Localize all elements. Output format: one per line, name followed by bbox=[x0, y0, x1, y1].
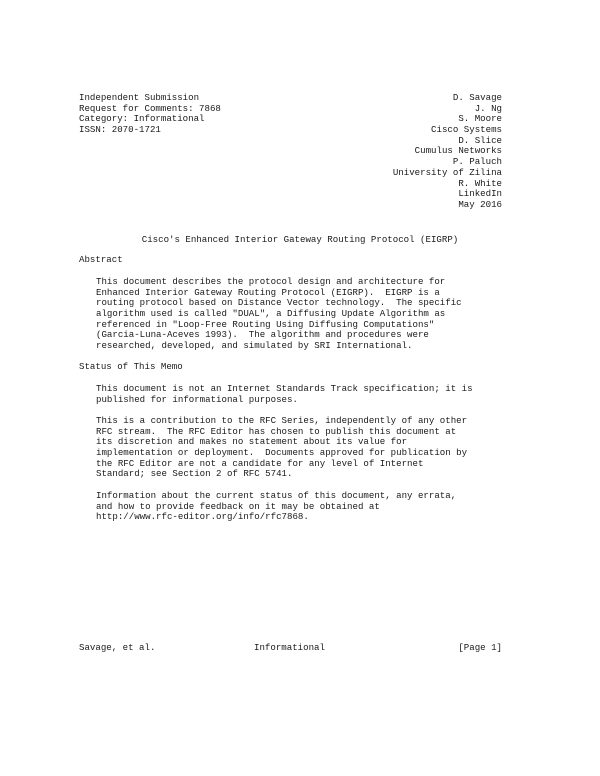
text-line: routing protocol based on Distance Vector technology. The specific bbox=[96, 297, 462, 309]
header-left: Request for Comments: 7868 bbox=[79, 102, 221, 114]
header-right: S. Moore bbox=[458, 113, 502, 125]
text-line: its discretion and makes no statement about its value for bbox=[96, 436, 408, 448]
document-title: Cisco's Enhanced Interior Gateway Routing Protocol (EIGRP) bbox=[141, 234, 459, 245]
text-line: This document describes the protocol design and architecture for bbox=[96, 276, 446, 287]
rfc-header bbox=[79, 93, 502, 211]
text-line: (Garcia-Luna-Aceves 1993). The algorithm and procedures were bbox=[96, 329, 429, 341]
header-left: ISSN: 2070-1721 bbox=[79, 124, 161, 136]
header-right: D. Savage bbox=[452, 92, 502, 103]
status-paragraph-1 bbox=[96, 384, 516, 405]
abstract-paragraph bbox=[96, 277, 516, 352]
header-right: LinkedIn bbox=[458, 188, 502, 200]
text-line: http://www.rfc-editor.org/info/rfc7868. bbox=[96, 511, 309, 523]
header-row bbox=[79, 179, 502, 190]
header-right: D. Slice bbox=[458, 134, 502, 146]
header-row bbox=[79, 189, 502, 200]
text-line: RFC stream. The RFC Editor has chosen to publish this document at bbox=[96, 425, 457, 437]
header-row bbox=[79, 200, 502, 211]
text-line: referenced in "Loop-Free Routing Using Diffusing Computations" bbox=[96, 318, 435, 330]
header-row bbox=[79, 146, 502, 157]
footer-category: Informational bbox=[254, 642, 325, 653]
header-row bbox=[79, 168, 502, 179]
text-line: Information about the current status of this document, any errata, bbox=[96, 490, 457, 501]
text-line: researched, developed, and simulated by SRI International. bbox=[96, 340, 413, 352]
text-line: This is a contribution to the RFC Series, independently of any other bbox=[96, 415, 468, 426]
header-right: Cisco Systems bbox=[431, 124, 502, 136]
text-line: and how to provide feedback on it may be obtained at bbox=[96, 500, 380, 512]
header-right: P. Paluch bbox=[452, 156, 502, 168]
header-right: May 2016 bbox=[458, 198, 502, 210]
footer-page-number: [Page 1] bbox=[458, 642, 502, 653]
header-right: J. Ng bbox=[474, 102, 502, 114]
status-paragraph-3 bbox=[96, 491, 516, 523]
text-line: the RFC Editor are not a candidate for any level of Internet bbox=[96, 457, 424, 469]
header-right: R. White bbox=[458, 177, 502, 189]
text-line: algorithm used is called "DUAL", a Diffusing Update Algorithm as bbox=[96, 308, 446, 320]
header-right: University of Zilina bbox=[392, 166, 502, 178]
text-line: published for informational purposes. bbox=[96, 393, 298, 405]
text-line: implementation or deployment. Documents approved for publication by bbox=[96, 447, 468, 459]
header-row bbox=[79, 125, 502, 136]
text-line: Standard; see Section 2 of RFC 5741. bbox=[96, 468, 293, 480]
status-heading: Status of This Memo bbox=[79, 361, 183, 372]
header-left: Category: Informational bbox=[79, 113, 205, 125]
text-line: Enhanced Interior Gateway Routing Protocol (EIGRP). EIGRP is a bbox=[96, 286, 440, 298]
header-left: Independent Submission bbox=[79, 92, 200, 103]
header-right: Cumulus Networks bbox=[414, 145, 502, 157]
abstract-heading: Abstract bbox=[79, 254, 123, 265]
page-footer bbox=[79, 643, 502, 654]
text-line: This document is not an Internet Standards Track specification; it is bbox=[96, 383, 473, 394]
footer-authors: Savage, et al. bbox=[79, 642, 156, 653]
status-paragraph-2 bbox=[96, 416, 516, 480]
